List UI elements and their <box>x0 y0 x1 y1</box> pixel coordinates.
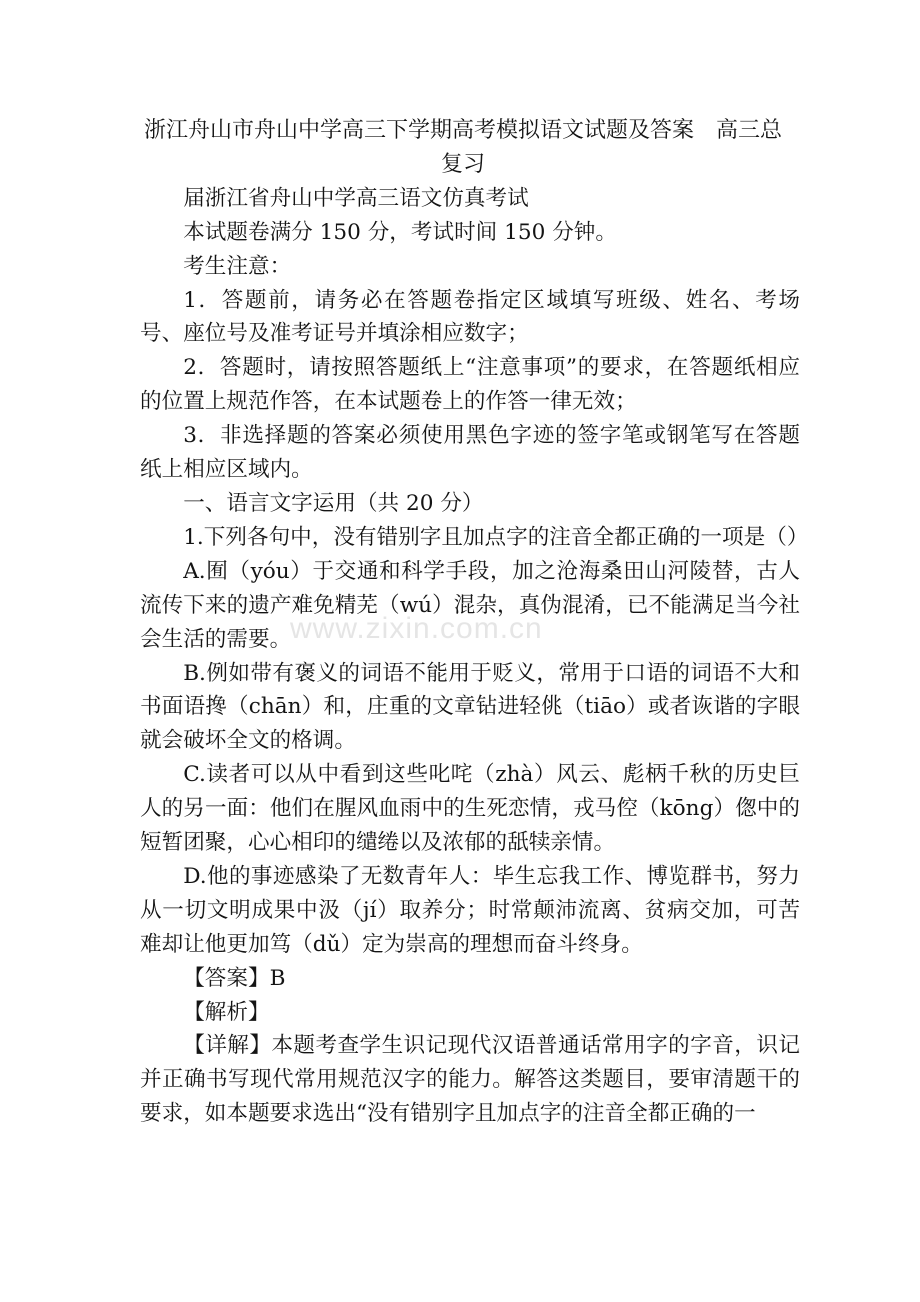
option-c: C.读者可以从中看到这些叱咤（zhà）风云、彪柄千秋的历史巨人的另一面：他们在腥风血雨中的生死恋情，戎马倥（kōng）偬中的短暂团聚，心心相印的缱绻以及浓郁的舐犊亲情。 <box>140 762 800 856</box>
document-title: 浙江舟山市舟山中学高三下学期高考模拟语文试题及答案 高三总复习 <box>143 118 782 177</box>
notice-item-2: 2．答题时，请按照答题纸上“注意事项”的要求，在答题纸相应的位置上规范作答，在本试题卷上的作答一律无效； <box>140 355 800 415</box>
exam-subtitle: 届浙江省舟山中学高三语文仿真考试 <box>183 185 529 211</box>
watermark: www.zixin.com.cn <box>290 612 543 645</box>
notice-heading: 考生注意： <box>183 253 292 279</box>
question-1-stem: 1.下列各句中，没有错别字且加点字的注音全都正确的一项是（） <box>183 524 809 550</box>
document-page <box>140 114 809 1131</box>
option-b: B.例如带有褒义的词语不能用于贬义，常用于口语的词语不大和书面语搀（chān）和，庄重的文章钻进轻佻（tiāo）或者诙谐的字眼就会破坏全文的格调。 <box>140 660 800 754</box>
answer-line: 【答案】B <box>183 965 286 991</box>
section-heading: 一、语言文字运用（共 20 分） <box>183 490 484 516</box>
notice-item-1: 1．答题前，请务必在答题卷指定区域填写班级、姓名、考场号、座位号及准考证号并填涂相应数字； <box>140 287 800 347</box>
analysis-heading: 【解析】 <box>183 999 270 1025</box>
option-d: D.他的事迹感染了无数青年人：毕生忘我工作、博览群书，努力从一切文明成果中汲（jí）取养分；时常颠沛流离、贫病交加，可苦难却让他更加笃（dǔ）定为崇高的理想而奋斗终身。 <box>140 863 800 957</box>
score-info: 本试题卷满分 150 分，考试时间 150 分钟。 <box>183 219 617 245</box>
notice-item-3: 3．非选择题的答案必须使用黑色字迹的签字笔或钢笔写在答题纸上相应区域内。 <box>140 423 800 483</box>
detailed-explanation: 【详解】本题考查学生识记现代汉语普通话常用字的字音，识记并正确书写现代常用规范汉字的能力。解答这类题目，要审清题干的要求，如本题要求选出“没有错别字且加点字的注音全都正确的一 <box>140 1033 800 1127</box>
option-a: A.囿（yóu）于交通和科学手段，加之沧海桑田山河陵替，古人流传下来的遗产难免精芜（wú）混杂，真伪混淆，已不能满足当今社会生活的需要。 <box>140 558 800 652</box>
